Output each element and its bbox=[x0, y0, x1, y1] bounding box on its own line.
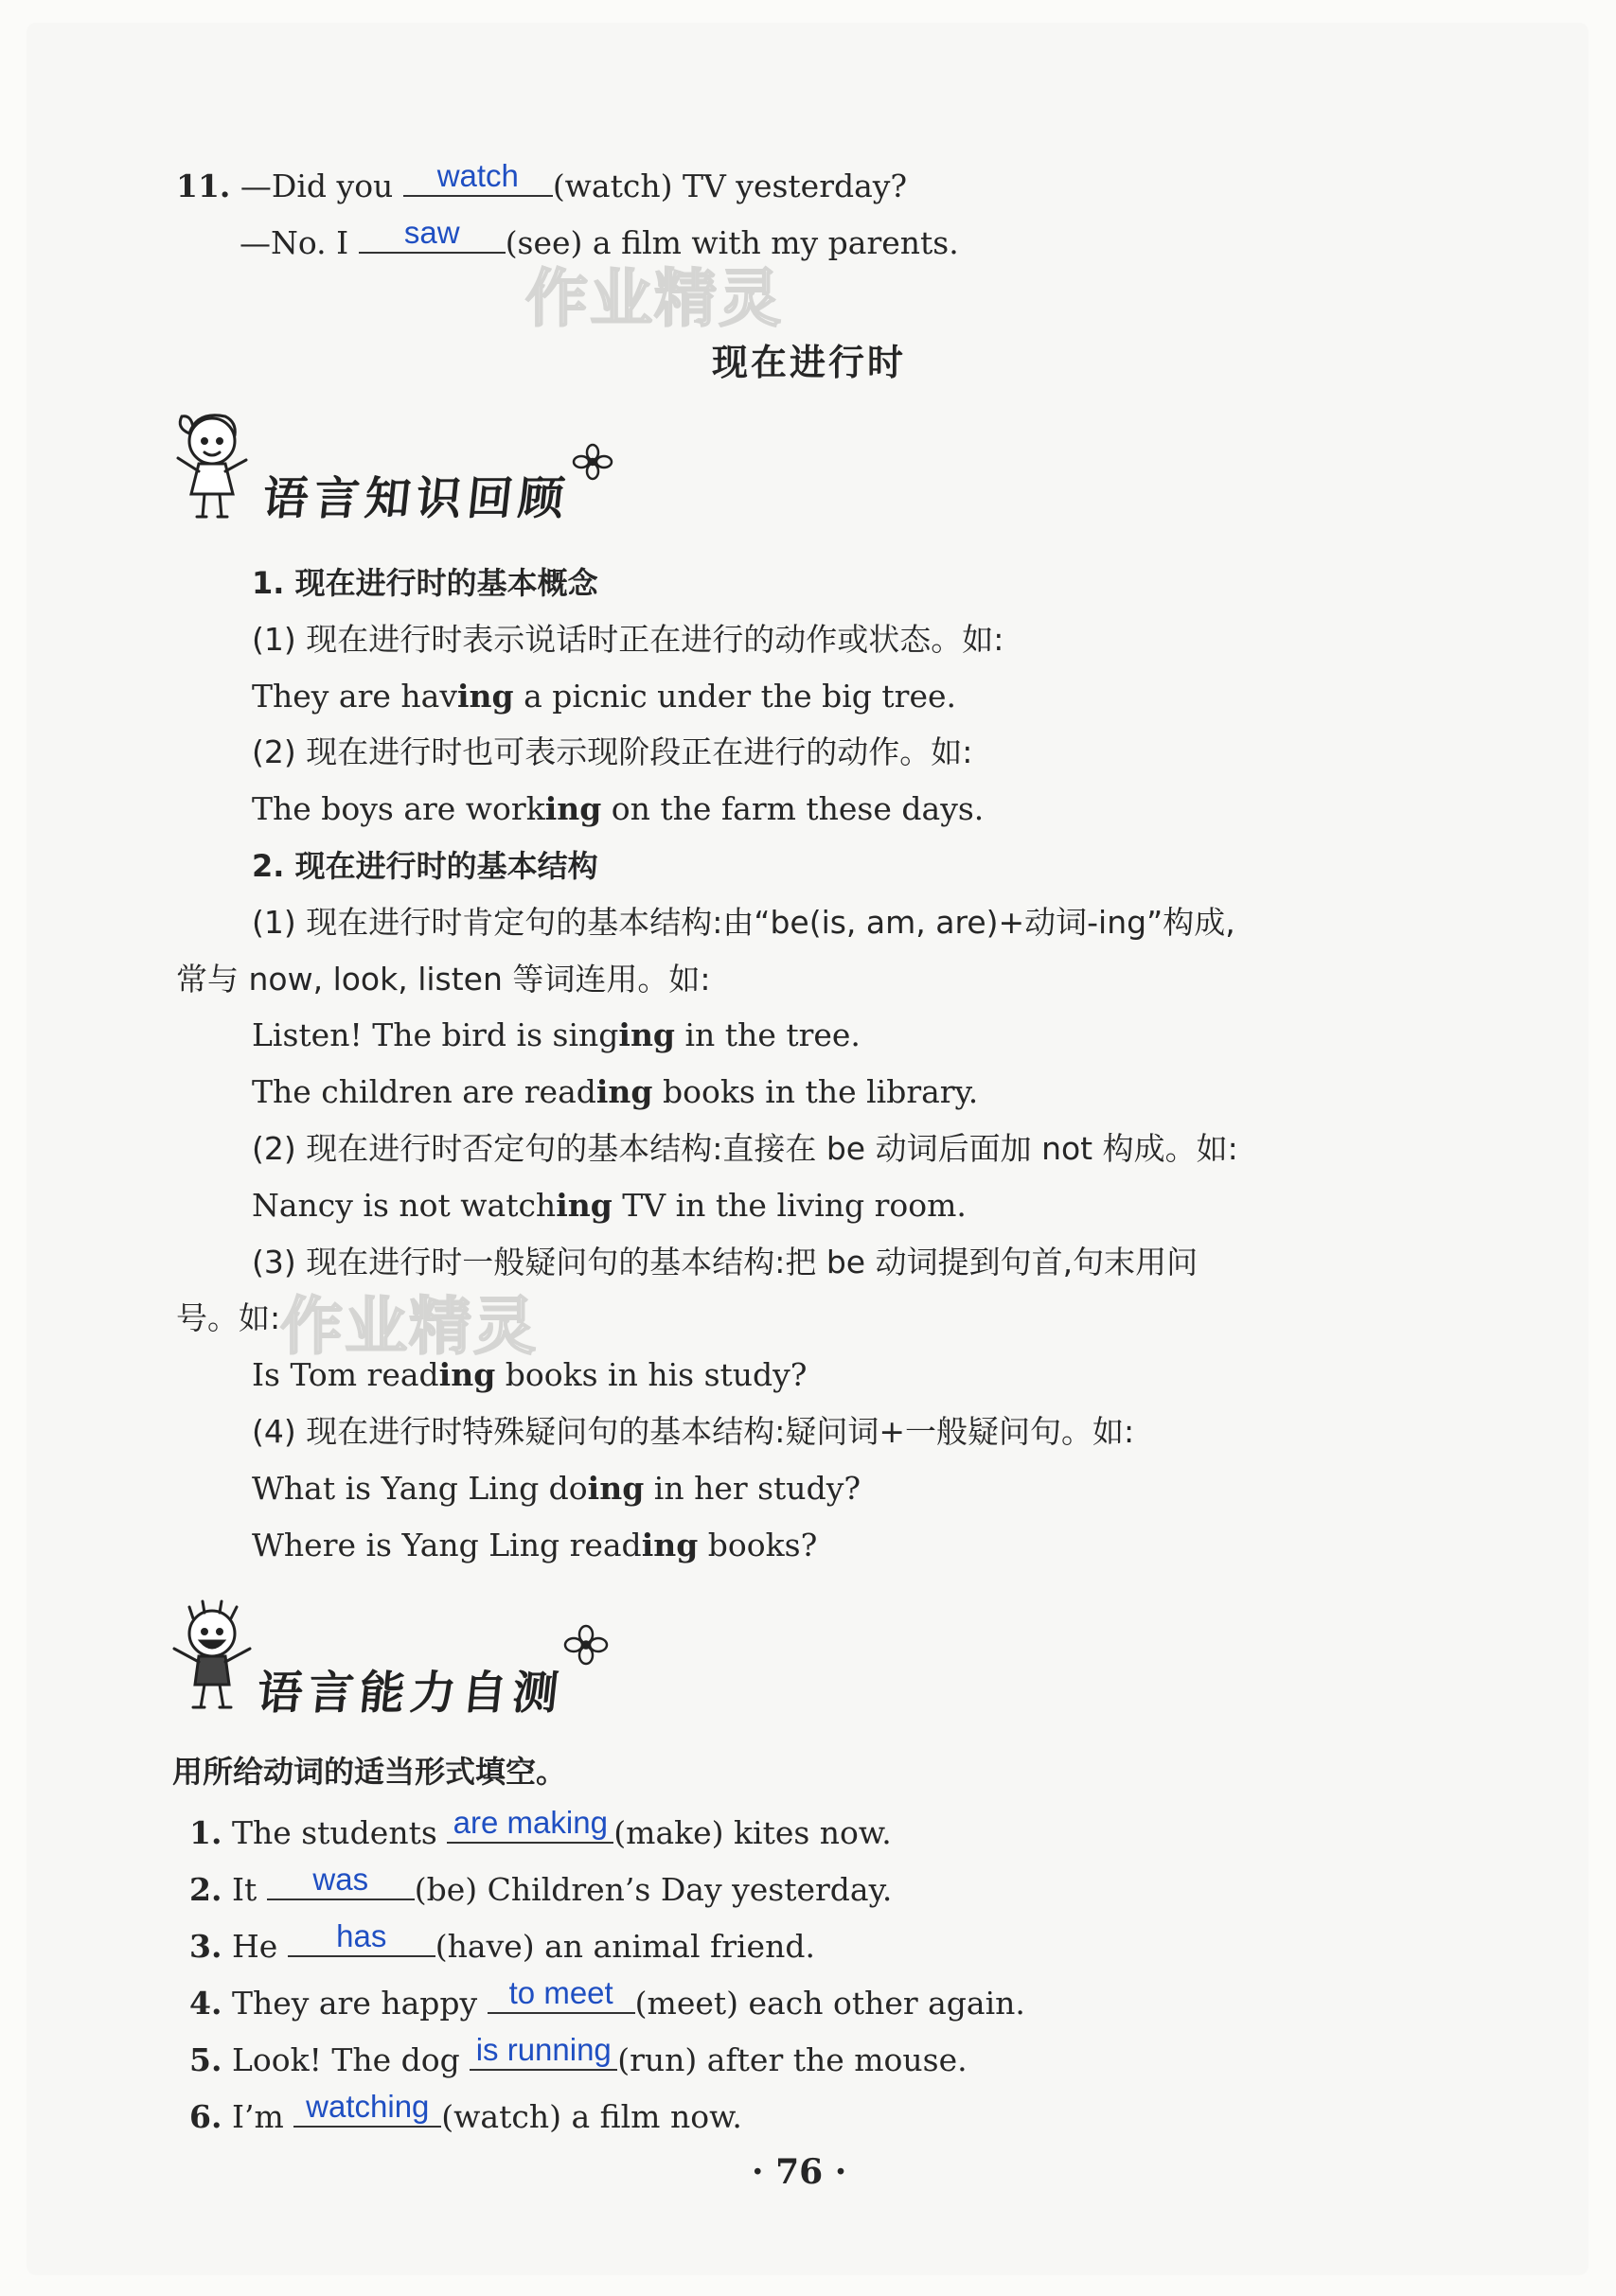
exercise-prompt: —Did you bbox=[240, 168, 394, 204]
example-text: on the farm these days. bbox=[601, 790, 985, 827]
answer-text: are making bbox=[453, 1805, 608, 1840]
review-example bbox=[252, 1187, 967, 1225]
review-explanation: (1) 现在进行时表示说话时正在进行的动作或状态。如: bbox=[252, 621, 1004, 658]
review-heading: 2. 现在进行时的基本结构 bbox=[252, 848, 598, 884]
exercise-item bbox=[189, 2089, 742, 2136]
review-example bbox=[252, 1016, 861, 1054]
answer-blank[interactable] bbox=[470, 2032, 617, 2071]
review-example bbox=[252, 790, 984, 828]
exercise-rest: (be) Children’s Day yesterday. bbox=[414, 1871, 893, 1908]
exercise-item bbox=[189, 1918, 815, 1966]
answer-text: was bbox=[312, 1862, 369, 1897]
ing-suffix: ing bbox=[587, 1470, 645, 1507]
exercise-prompt: It bbox=[231, 1871, 257, 1908]
exercise-prompt: —No. I bbox=[240, 224, 349, 261]
answer-blank[interactable] bbox=[447, 1805, 613, 1844]
exercise-prompt: He bbox=[231, 1928, 278, 1965]
example-text: The children are read bbox=[252, 1073, 596, 1110]
exercise-number: 4. bbox=[189, 1985, 222, 2022]
exercise-rest: (make) kites now. bbox=[613, 1814, 892, 1851]
exercise-number: 3. bbox=[189, 1928, 222, 1965]
flower-icon bbox=[572, 443, 613, 481]
answer-text: watch bbox=[436, 158, 519, 193]
ing-suffix: ing bbox=[556, 1187, 613, 1224]
test-banner: 语言能力自测 bbox=[254, 1667, 567, 1720]
exercise-rest: (see) a film with my parents. bbox=[505, 224, 959, 261]
review-explanation: (1) 现在进行时肯定句的基本结构:由“be(is, am, are)+动词-ing”构成, bbox=[252, 904, 1235, 941]
exercise-item bbox=[189, 1975, 1025, 2022]
exercise-number: 6. bbox=[189, 2098, 222, 2135]
example-text: The boys are work bbox=[252, 790, 545, 827]
review-banner: 语言知识回顾 bbox=[259, 472, 573, 525]
example-text: They are hav bbox=[252, 678, 457, 715]
review-explanation: (3) 现在进行时一般疑问句的基本结构:把 be 动词提到句首,句末用问 bbox=[252, 1244, 1199, 1280]
exercise-prompt: They are happy bbox=[231, 1985, 478, 2022]
exercise-rest: (watch) a film now. bbox=[441, 2098, 742, 2135]
answer-blank[interactable] bbox=[359, 215, 506, 254]
answer-text: is running bbox=[475, 2032, 612, 2067]
exercise-number: 2. bbox=[189, 1871, 222, 1908]
section-title: 现在进行时 bbox=[712, 342, 907, 383]
answer-blank[interactable] bbox=[403, 158, 553, 197]
example-text: Listen! The bird is sing bbox=[252, 1016, 619, 1053]
example-text: in the tree. bbox=[675, 1016, 861, 1053]
example-text: TV in the living room. bbox=[612, 1187, 967, 1224]
answer-blank[interactable] bbox=[288, 1918, 435, 1957]
ing-suffix: ing bbox=[438, 1356, 496, 1393]
review-explanation: 常与 now, look, listen 等词连用。如: bbox=[176, 961, 711, 998]
review-explanation: 号。如: bbox=[176, 1299, 281, 1336]
answer-text: watching bbox=[306, 2089, 430, 2124]
review-heading: 1. 现在进行时的基本概念 bbox=[252, 565, 598, 601]
review-example bbox=[252, 678, 956, 715]
exercise-prompt: I’m bbox=[231, 2098, 284, 2135]
exercise-number: 11. bbox=[176, 168, 231, 204]
example-text: Nancy is not watch bbox=[252, 1187, 557, 1224]
review-example bbox=[252, 1470, 861, 1508]
exercise-item bbox=[189, 1805, 892, 1852]
example-text: Where is Yang Ling read bbox=[252, 1527, 642, 1563]
exercise-rest: (meet) each other again. bbox=[634, 1985, 1025, 2022]
review-explanation: (4) 现在进行时特殊疑问句的基本结构:疑问词+一般疑问句。如: bbox=[252, 1413, 1135, 1450]
example-text: Is Tom read bbox=[252, 1356, 439, 1393]
instruction: 用所给动词的适当形式填空。 bbox=[172, 1754, 567, 1790]
answer-text: has bbox=[336, 1918, 387, 1953]
ing-suffix: ing bbox=[618, 1016, 676, 1053]
answer-text: saw bbox=[403, 215, 460, 250]
review-example bbox=[252, 1073, 978, 1111]
exercise-rest: (watch) TV yesterday? bbox=[552, 168, 908, 204]
answer-blank[interactable] bbox=[267, 1862, 415, 1900]
exercise-item bbox=[189, 2032, 968, 2079]
exercise-prompt: Look! The dog bbox=[231, 2041, 460, 2078]
boy-cartoon-icon bbox=[167, 1599, 257, 1713]
exercise-11-line-2 bbox=[240, 215, 959, 262]
example-text: books? bbox=[698, 1527, 818, 1563]
answer-blank[interactable] bbox=[488, 1975, 635, 2014]
ing-suffix: ing bbox=[544, 790, 602, 827]
exercise-11-line-1 bbox=[176, 158, 908, 205]
exercise-prompt: The students bbox=[231, 1814, 437, 1851]
review-explanation: (2) 现在进行时否定句的基本结构:直接在 be 动词后面加 not 构成。如: bbox=[252, 1130, 1238, 1167]
exercise-rest: (run) after the mouse. bbox=[617, 2041, 968, 2078]
example-text: What is Yang Ling do bbox=[252, 1470, 588, 1507]
flower-icon bbox=[562, 1624, 610, 1666]
ing-suffix: ing bbox=[456, 678, 514, 715]
ing-suffix: ing bbox=[595, 1073, 653, 1110]
page-number: · 76 · bbox=[752, 2152, 847, 2192]
example-text: a picnic under the big tree. bbox=[513, 678, 957, 715]
answer-blank[interactable] bbox=[293, 2089, 441, 2128]
ing-suffix: ing bbox=[641, 1527, 699, 1563]
exercise-number: 5. bbox=[189, 2041, 222, 2078]
example-text: books in his study? bbox=[495, 1356, 808, 1393]
exercise-number: 1. bbox=[189, 1814, 222, 1851]
answer-text: to meet bbox=[508, 1975, 613, 2010]
exercise-item bbox=[189, 1862, 893, 1909]
example-text: in her study? bbox=[644, 1470, 861, 1507]
review-explanation: (2) 现在进行时也可表示现阶段正在进行的动作。如: bbox=[252, 733, 973, 770]
review-example bbox=[252, 1527, 817, 1564]
exercise-rest: (have) an animal friend. bbox=[435, 1928, 815, 1965]
girl-cartoon-icon bbox=[169, 405, 256, 522]
example-text: books in the library. bbox=[652, 1073, 979, 1110]
review-example bbox=[252, 1356, 808, 1394]
